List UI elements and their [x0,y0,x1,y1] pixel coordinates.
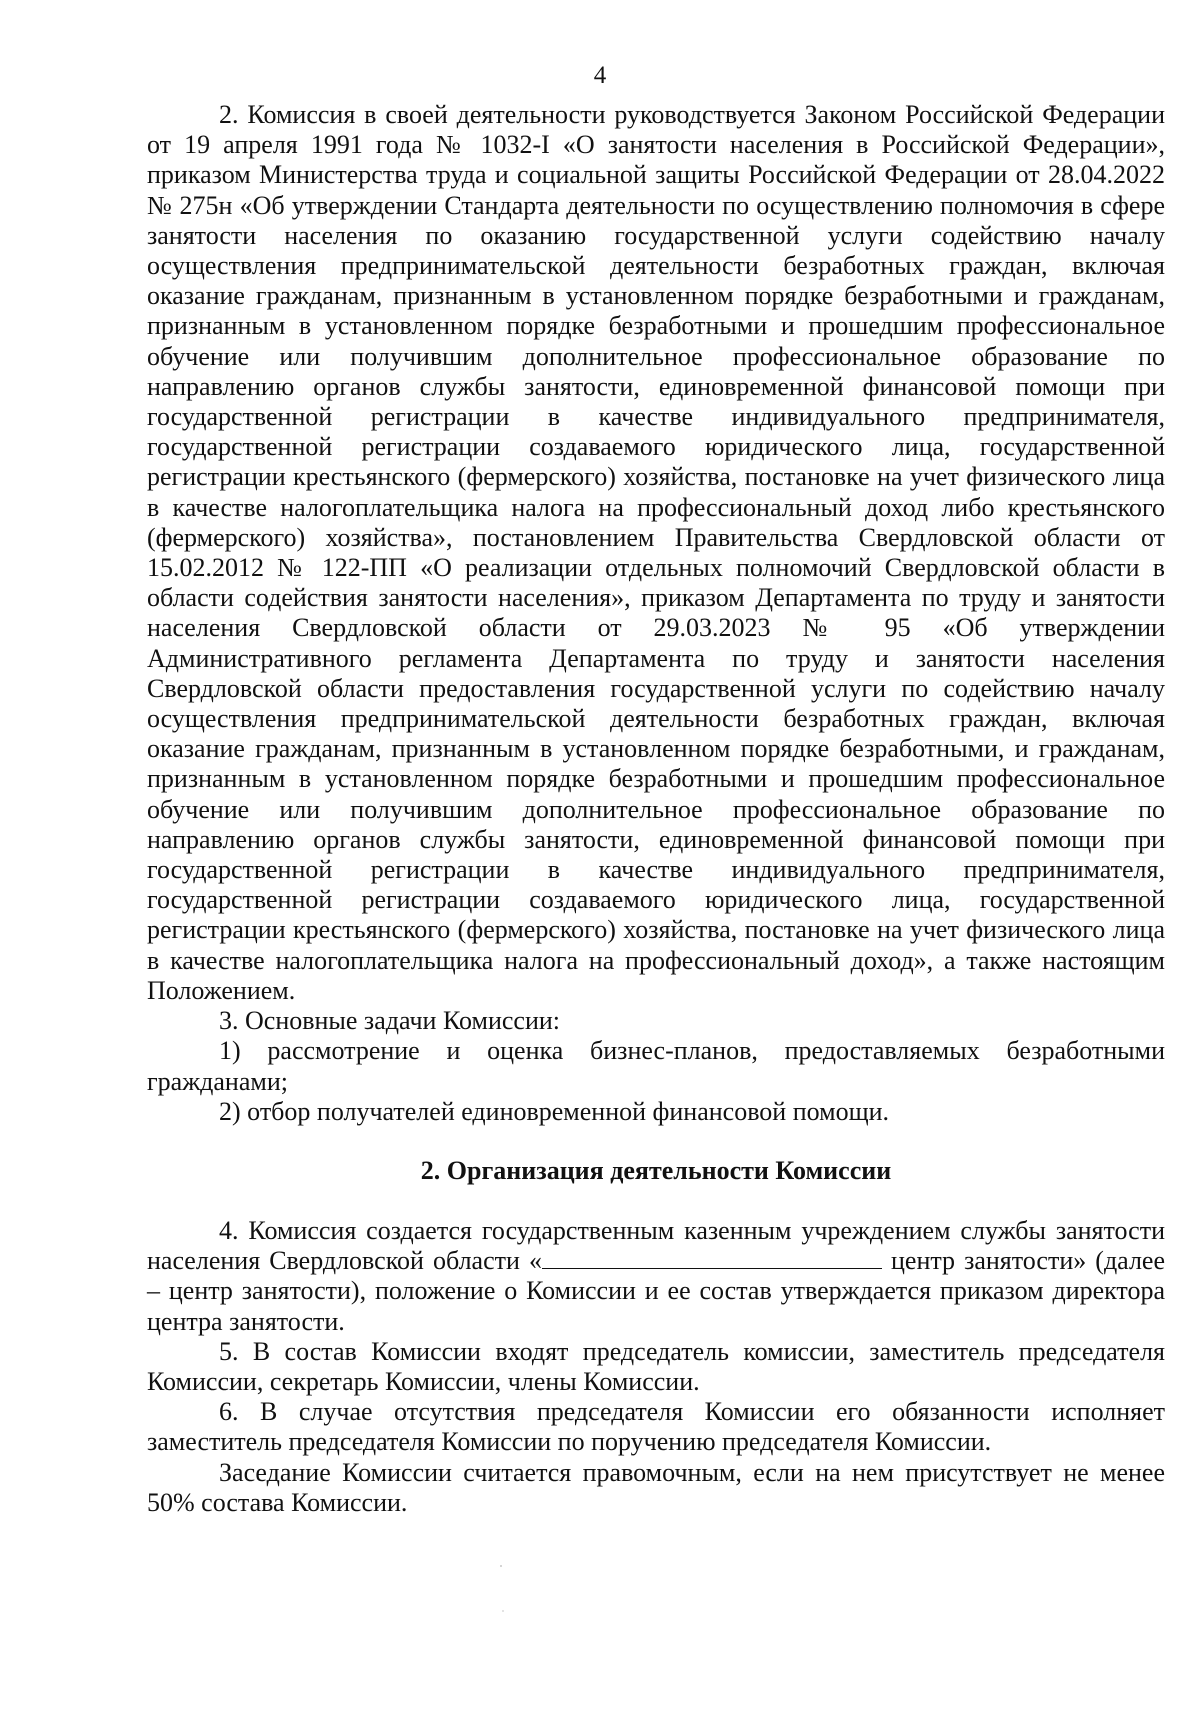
paragraph-5: 5. В состав Комиссии входят председатель комиссии, заместитель председателя Комиссии, секретарь Комиссии, члены Комиссии. [147,1336,1165,1396]
scan-mark [502,1610,504,1612]
paragraph-4 [147,1216,1165,1337]
paragraph-3: 3. Основные задачи Комиссии: [219,1006,561,1036]
section-2-heading: 2. Организация деятельности Комиссии [420,1155,892,1185]
paragraph-6: 6. В случае отсутствия председателя Комиссии его обязанности исполняет заместитель председателя Комиссии по поручению председателя Комиссии. [147,1397,1165,1457]
page-number: 4 [593,62,607,89]
paragraph-2: 2. Комиссия в своей деятельности руководствуется Законом Российской Федерации от 19 апреля 1991 года № 1032-I «О занятости населения в Российской Федерации», приказом Министерства труда и социальной защиты Российской Федерации от 28.04.2022 № 275н «Об утверждении Стандарта деятельности по осуществлению полномочия в сфере занятости населения по оказанию государственной услуги содействию началу осуществления предпринимательской деятельности безработных граждан, включая оказание гражданам, признанным в установленном порядке безработными и гражданам, признанным в установленном порядке безработными и прошедшим профессиональное обучение или получившим дополнительное профессиональное образование по направлению органов службы занятости, единовременной финансовой помощи при государственной регистрации в качестве индивидуального предпринимателя, государственной регистрации создаваемого юридического лица, государственной регистрации крестьянского (фермерского) хозяйства, постановке на учет физического лица в качестве налогоплательщика налога на профессиональный доход либо крестьянского (фермерского) хозяйства», постановлением Правительства Свердловской области от 15.02.2012 № 122-ПП «О реализации отдельных полномочий Свердловской области в области содействия занятости населения», приказом Департамента по труду и занятости населения Свердловской области от 29.03.2023 № 95 «Об утверждении Административного регламента Департамента по труду и занятости населения Свердловской области предоставления государственной услуги по содействию началу осуществления предпринимательской деятельности безработных граждан, включая оказание гражданам, признанным в установленном порядке безработными, и гражданам, признанным в установленном порядке безработными и прошедшим профессиональное обучение или получившим дополнительное профессиональное образование по направлению органов службы занятости, единовременной финансовой помощи при государственной регистрации в качестве индивидуального предпринимателя, государственной регистрации создаваемого юридического лица, государственной регистрации крестьянского (фермерского) хозяйства, постановке на учет физического лица в качестве налогоплательщика налога на профессиональный доход», а также настоящим Положением. [147,100,1165,1005]
document-body [147,100,1165,1518]
scan-mark [500,1565,502,1567]
paragraph-3-item-1: 1) рассмотрение и оценка бизнес-планов, предоставляемых безработными гражданами; [147,1036,1165,1096]
paragraph-3-item-2: 2) отбор получателей единовременной финансовой помощи. [219,1096,890,1126]
blank-fill-line [542,1246,882,1269]
paragraph-4-before-blank: 4. Комиссия создается государственным казенным учреждением службы занятости населения Свердловской области « [147,1215,1165,1276]
paragraph-4-after-blank: центр занятости» (далее – центр занятости), положение о Комиссии и ее состав утверждается приказом директора центра занятости. [147,1246,1165,1336]
paragraph-quorum: Заседание Комиссии считается правомочным, если на нем присутствует не менее 50% состава Комиссии. [147,1457,1165,1517]
